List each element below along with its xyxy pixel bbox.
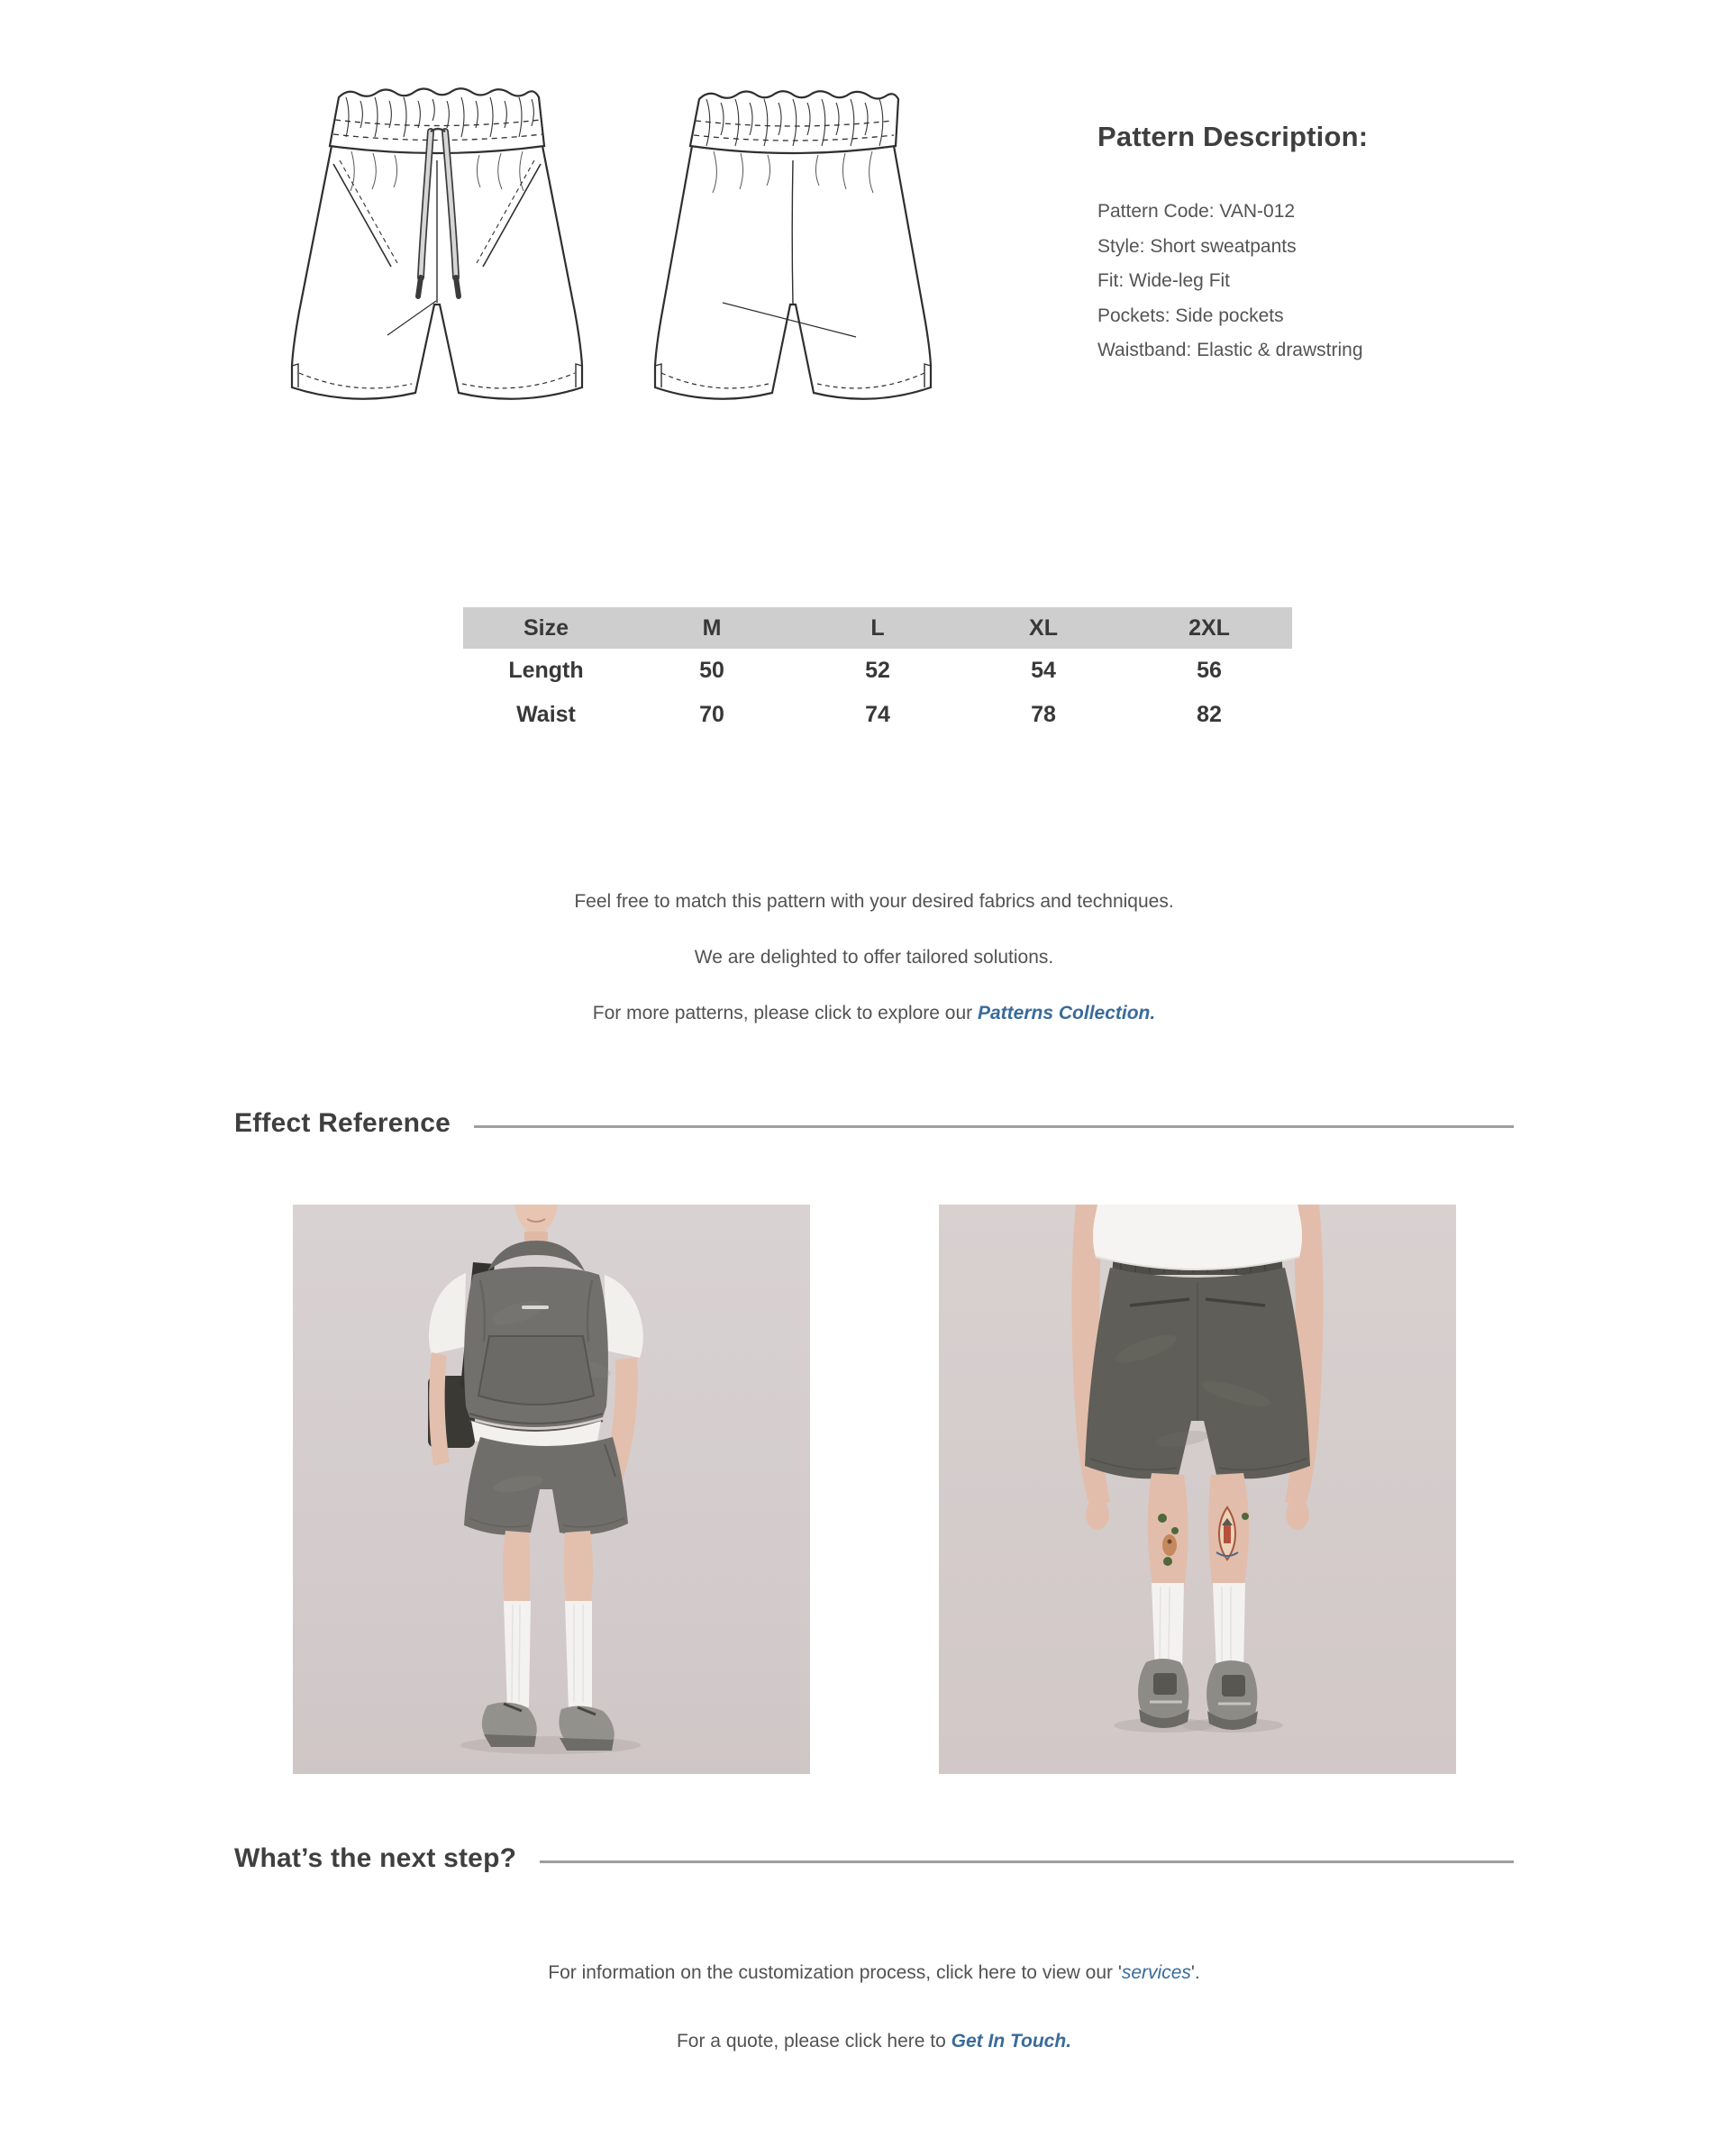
waist-row-label: Waist	[516, 702, 576, 727]
next-step-title: What’s the next step?	[234, 1843, 517, 1873]
length-row	[463, 649, 1292, 693]
size-xl-header-cell: XL	[1029, 614, 1058, 641]
services-line-suffix: '.	[1190, 1962, 1200, 1983]
effect-photo-front	[293, 1205, 810, 1774]
length-row-label: Length	[508, 658, 584, 683]
effect-reference-title: Effect Reference	[234, 1108, 451, 1138]
patterns-collection-link[interactable]: Patterns Collection.	[978, 1003, 1156, 1023]
waist-2xl-value: 82	[1197, 702, 1222, 727]
effect-reference-section-head	[234, 1108, 1514, 1139]
size-header-cell: Size	[523, 614, 569, 641]
quote-line-text: For a quote, please click here to	[676, 2031, 952, 2051]
length-m-value: 50	[699, 658, 724, 683]
waist-l-value: 74	[865, 702, 890, 727]
services-link[interactable]: services	[1121, 1962, 1191, 1983]
notes-block	[234, 890, 1514, 1058]
size-2xl-header-cell: 2XL	[1188, 614, 1230, 641]
fit-line: Fit: Wide-leg Fit	[1097, 270, 1231, 291]
length-2xl-value: 56	[1197, 658, 1222, 683]
waist-xl-value: 78	[1031, 702, 1056, 727]
length-xl-value: 54	[1031, 658, 1056, 683]
size-m-header-cell: M	[702, 614, 722, 641]
pattern-description	[1097, 121, 1512, 368]
note-fabrics: Feel free to match this pattern with your desired fabrics and techniques.	[574, 891, 1174, 912]
next-step-section-head	[234, 1843, 1514, 1874]
get-in-touch-link[interactable]: Get In Touch.	[951, 2031, 1072, 2051]
next-step-divider	[540, 1860, 1514, 1863]
services-line	[234, 1961, 1514, 1985]
size-table-header-row	[463, 607, 1292, 649]
effect-reference-divider	[474, 1125, 1514, 1128]
size-table	[463, 607, 1292, 737]
effect-photo-back	[939, 1205, 1456, 1774]
quote-line	[234, 2030, 1514, 2053]
note-patterns-text: For more patterns, please click to explore our	[592, 1003, 978, 1023]
waist-row	[463, 693, 1292, 737]
style-line: Style: Short sweatpants	[1097, 235, 1297, 257]
pattern-description-title: Pattern Description:	[1097, 121, 1369, 152]
pattern-code-line: Pattern Code: VAN-012	[1097, 201, 1296, 222]
note-patterns	[234, 1002, 1514, 1025]
shorts-front-drawing	[287, 76, 587, 409]
waistband-line: Waistband: Elastic & drawstring	[1097, 340, 1363, 360]
vest-logo	[522, 1305, 549, 1309]
length-l-value: 52	[865, 658, 890, 683]
shorts-back-drawing	[651, 79, 935, 407]
waist-m-value: 70	[699, 702, 724, 727]
size-l-header-cell: L	[870, 614, 885, 641]
services-line-text: For information on the customization process, click here to view our '	[548, 1962, 1122, 1983]
note-solutions: We are delighted to offer tailored solutions.	[694, 947, 1054, 968]
pockets-line: Pockets: Side pockets	[1097, 305, 1284, 326]
next-steps-block	[234, 1961, 1514, 2098]
